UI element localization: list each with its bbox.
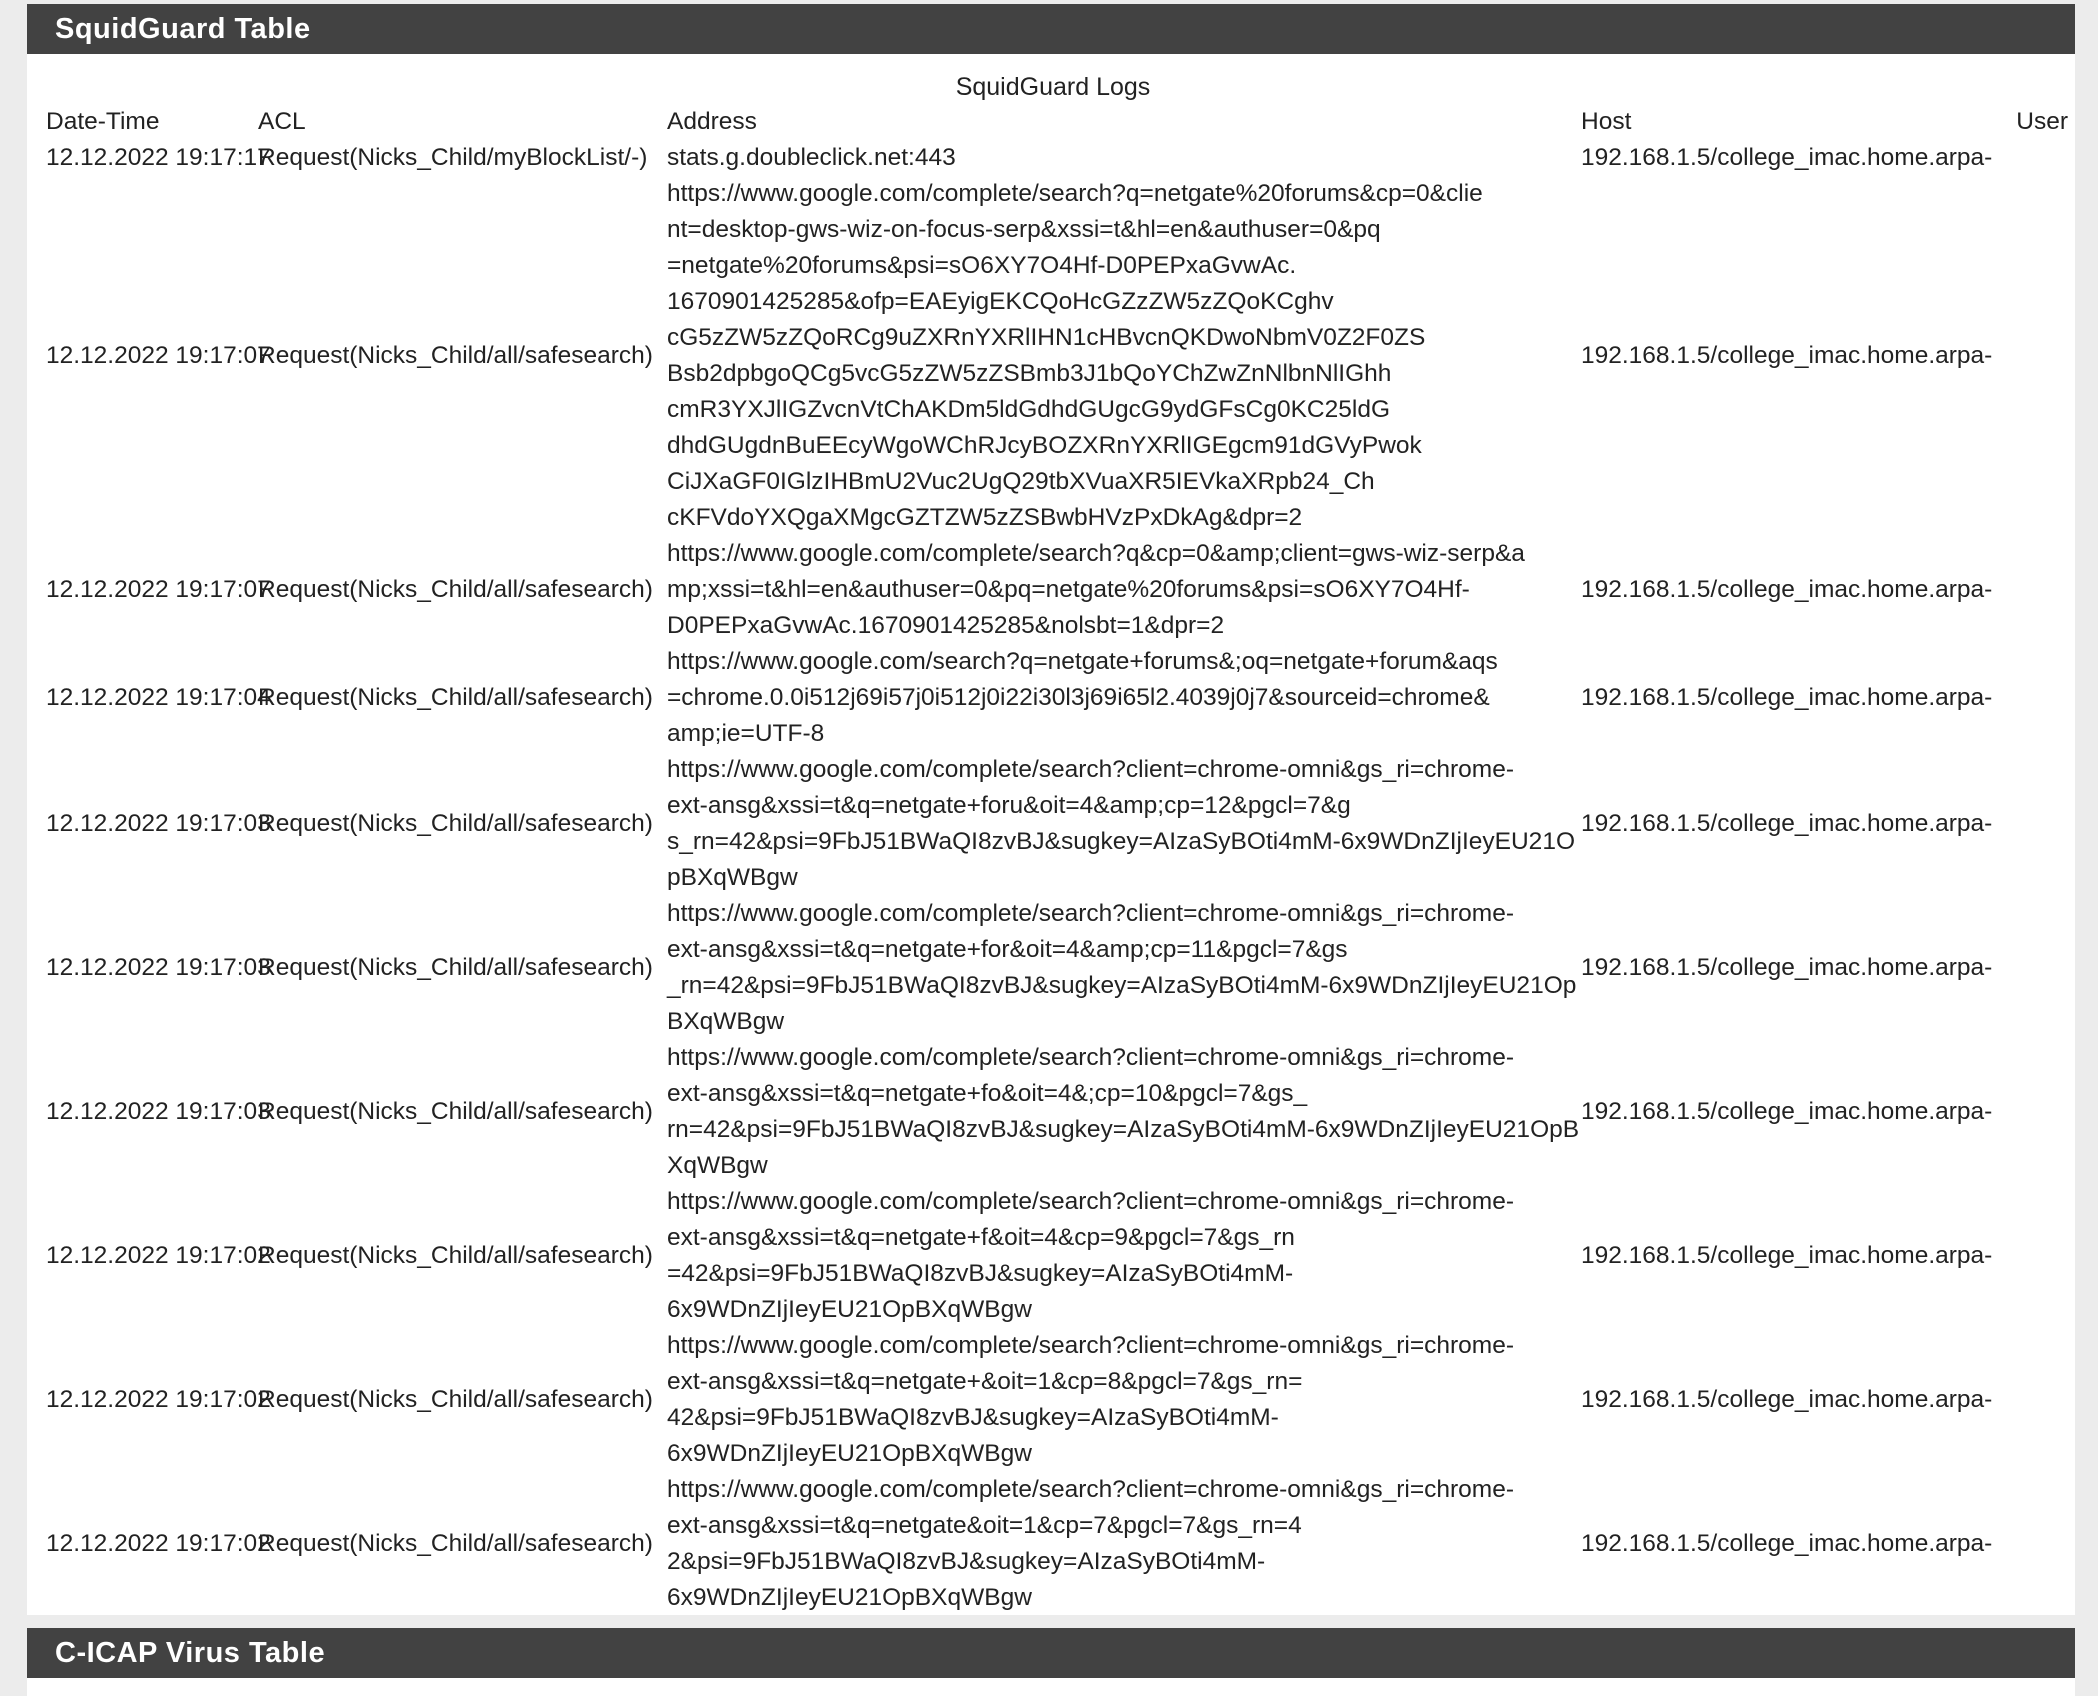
address-line: ext-ansg&xssi=t&q=netgate+fo&oit=4&;cp=10&pgcl=7&gs_ xyxy=(667,1080,1308,1107)
cell-address xyxy=(667,536,1581,644)
address-line: 1670901425285&ofp=EAEyigEKCQoHcGZzZW5zZQoKCghv xyxy=(667,288,1334,315)
cell-user xyxy=(2006,140,2075,176)
cell-user xyxy=(2006,1040,2075,1184)
cell-address xyxy=(667,140,1581,176)
cell-user xyxy=(2006,1472,2075,1616)
cicap-panel xyxy=(27,1628,2075,1696)
table-row xyxy=(27,1040,2075,1184)
cell-host: 192.168.1.5/college_imac.home.arpa- xyxy=(1581,1386,1993,1413)
cell-acl: Request(Nicks_Child/all/safesearch) xyxy=(258,810,653,837)
column-header-address: Address xyxy=(667,108,757,135)
cell-address xyxy=(667,752,1581,896)
cell-host: 192.168.1.5/college_imac.home.arpa- xyxy=(1581,684,1993,711)
cell-acl: Request(Nicks_Child/all/safesearch) xyxy=(258,684,653,711)
cell-user xyxy=(2006,644,2075,752)
address-line: https://www.google.com/complete/search?client=chrome-omni&gs_ri=chrome- xyxy=(667,1476,1514,1503)
address-line: ext-ansg&xssi=t&q=netgate+foru&oit=4&amp;cp=12&pgcl=7&g xyxy=(667,792,1351,819)
cell-host: 192.168.1.5/college_imac.home.arpa- xyxy=(1581,342,1993,369)
address-line: 6x9WDnZIjIeyEU21OpBXqWBgw xyxy=(667,1296,1032,1323)
table-row xyxy=(27,1328,2075,1472)
cell-user xyxy=(2006,752,2075,896)
cell-host: 192.168.1.5/college_imac.home.arpa- xyxy=(1581,954,1993,981)
address-line: BXqWBgw xyxy=(667,1008,785,1035)
address-line: ext-ansg&xssi=t&q=netgate+&oit=1&cp=8&pgcl=7&gs_rn= xyxy=(667,1368,1303,1395)
address-line: https://www.google.com/complete/search?q=netgate%20forums&cp=0&clie xyxy=(667,180,1483,207)
address-line: 2&psi=9FbJ51BWaQI8zvBJ&sugkey=AIzaSyBOti4mM- xyxy=(667,1548,1266,1575)
squidguard-logs-caption: SquidGuard Logs xyxy=(955,73,1151,101)
address-line: =chrome.0.0i512j69i57j0i512j0i22i30l3j69i65l2.4039j0j7&sourceid=chrome& xyxy=(667,684,1490,711)
cell-date-time: 12.12.2022 19:17:02 xyxy=(46,1242,271,1269)
address-line: https://www.google.com/complete/search?client=chrome-omni&gs_ri=chrome- xyxy=(667,1332,1514,1359)
cell-date-time: 12.12.2022 19:17:02 xyxy=(46,1530,271,1557)
address-line: _rn=42&psi=9FbJ51BWaQI8zvBJ&sugkey=AIzaSyBOti4mM-6x9WDnZIjIeyEU21Op xyxy=(667,972,1577,999)
cell-host: 192.168.1.5/college_imac.home.arpa- xyxy=(1581,1530,1993,1557)
column-header-user: User xyxy=(2016,108,2068,135)
cell-acl: Request(Nicks_Child/all/safesearch) xyxy=(258,954,653,981)
cell-address xyxy=(667,1184,1581,1328)
cell-user xyxy=(2006,1328,2075,1472)
table-row xyxy=(27,644,2075,752)
column-header-acl: ACL xyxy=(258,108,306,135)
cell-address xyxy=(667,176,1581,536)
cell-date-time: 12.12.2022 19:17:04 xyxy=(46,684,271,711)
address-line: https://www.google.com/complete/search?client=chrome-omni&gs_ri=chrome- xyxy=(667,900,1514,927)
cell-date-time: 12.12.2022 19:17:07 xyxy=(46,576,271,603)
cell-address xyxy=(667,896,1581,1040)
squidguard-panel xyxy=(27,4,2075,1615)
cell-acl: Request(Nicks_Child/all/safesearch) xyxy=(258,1386,653,1413)
cell-address xyxy=(667,1328,1581,1472)
cell-host: 192.168.1.5/college_imac.home.arpa- xyxy=(1581,1242,1993,1269)
address-line: cG5zZW5zZQoRCg9uZXRnYXRlIHN1cHBvcnQKDwoNbmV0Z2F0ZS xyxy=(667,324,1426,351)
address-line: 42&psi=9FbJ51BWaQI8zvBJ&sugkey=AIzaSyBOti4mM- xyxy=(667,1404,1279,1431)
cell-date-time: 12.12.2022 19:17:03 xyxy=(46,954,271,981)
address-line: Bsb2dpbgoQCg5vcG5zZW5zZSBmb3J1bQoYChZwZnNlbnNlIGhh xyxy=(667,360,1392,387)
table-row xyxy=(27,752,2075,896)
address-line: =netgate%20forums&psi=sO6XY7O4Hf-D0PEPxaGvwAc. xyxy=(667,252,1297,279)
address-line: cKFVdoYXQgaXMgcGZTZW5zZSBwbHVzPxDkAg&dpr=2 xyxy=(667,504,1303,531)
address-line: https://www.google.com/complete/search?q&cp=0&amp;client=gws-wiz-serp&a xyxy=(667,540,1525,567)
cell-date-time: 12.12.2022 19:17:03 xyxy=(46,810,271,837)
table-row xyxy=(27,896,2075,1040)
squidguard-panel-body xyxy=(27,70,2075,1616)
address-line: https://www.google.com/complete/search?client=chrome-omni&gs_ri=chrome- xyxy=(667,1044,1514,1071)
cell-user xyxy=(2006,176,2075,536)
cell-acl: Request(Nicks_Child/myBlockList/-) xyxy=(258,144,648,171)
address-line: mp;xssi=t&hl=en&authuser=0&pq=netgate%20forums&psi=sO6XY7O4Hf- xyxy=(667,576,1470,603)
cell-date-time: 12.12.2022 19:17:17 xyxy=(46,144,271,171)
address-line: ext-ansg&xssi=t&q=netgate+for&oit=4&amp;cp=11&pgcl=7&gs xyxy=(667,936,1348,963)
address-line: dhdGUgdnBuEEcyWgoWChRJcyBOZXRnYXRlIGEgcm91dGVyPwok xyxy=(667,432,1422,459)
cell-acl: Request(Nicks_Child/all/safesearch) xyxy=(258,576,653,603)
table-row xyxy=(27,176,2075,536)
column-header-date-time: Date-Time xyxy=(46,108,160,135)
cell-date-time: 12.12.2022 19:17:03 xyxy=(46,1098,271,1125)
cell-date-time: 12.12.2022 19:17:07 xyxy=(46,342,271,369)
table-row xyxy=(27,536,2075,644)
address-line: https://www.google.com/search?q=netgate+forums&;oq=netgate+forum&aqs xyxy=(667,648,1498,675)
squidguard-log-table xyxy=(27,104,2075,1616)
address-line: ext-ansg&xssi=t&q=netgate+f&oit=4&cp=9&pgcl=7&gs_rn xyxy=(667,1224,1295,1251)
address-line: 6x9WDnZIjIeyEU21OpBXqWBgw xyxy=(667,1584,1032,1611)
cell-address xyxy=(667,1040,1581,1184)
table-row xyxy=(27,1184,2075,1328)
address-line: https://www.google.com/complete/search?client=chrome-omni&gs_ri=chrome- xyxy=(667,1188,1514,1215)
address-line: 6x9WDnZIjIeyEU21OpBXqWBgw xyxy=(667,1440,1032,1467)
cell-acl: Request(Nicks_Child/all/safesearch) xyxy=(258,1242,653,1269)
address-line: CiJXaGF0IGlzIHBmU2Vuc2UgQ29tbXVuaXR5IEVkaXRpb24_Ch xyxy=(667,468,1375,495)
cell-address xyxy=(667,644,1581,752)
cell-user xyxy=(2006,1184,2075,1328)
address-line: cmR3YXJlIGZvcnVtChAKDm5ldGdhdGUgcG9ydGFsCg0KC25ldG xyxy=(667,396,1391,423)
cell-date-time: 12.12.2022 19:17:02 xyxy=(46,1386,271,1413)
address-line: stats.g.doubleclick.net:443 xyxy=(667,144,956,171)
cell-host: 192.168.1.5/college_imac.home.arpa- xyxy=(1581,576,1993,603)
cell-user xyxy=(2006,896,2075,1040)
cell-address xyxy=(667,1472,1581,1616)
address-line: D0PEPxaGvwAc.1670901425285&nolsbt=1&dpr=2 xyxy=(667,612,1225,639)
cell-acl: Request(Nicks_Child/all/safesearch) xyxy=(258,1530,653,1557)
cell-host: 192.168.1.5/college_imac.home.arpa- xyxy=(1581,1098,1993,1125)
address-line: s_rn=42&psi=9FbJ51BWaQI8zvBJ&sugkey=AIzaSyBOti4mM-6x9WDnZIjIeyEU21O xyxy=(667,828,1575,855)
address-line: XqWBgw xyxy=(667,1152,768,1179)
address-line: nt=desktop-gws-wiz-on-focus-serp&xssi=t&hl=en&authuser=0&pq xyxy=(667,216,1381,243)
table-row xyxy=(27,1472,2075,1616)
address-line: =42&psi=9FbJ51BWaQI8zvBJ&sugkey=AIzaSyBOti4mM- xyxy=(667,1260,1294,1287)
cicap-virus-table-heading: C-ICAP Virus Table xyxy=(27,1628,2075,1678)
table-row xyxy=(27,140,2075,176)
squidguard-table-heading: SquidGuard Table xyxy=(27,4,2075,54)
cell-acl: Request(Nicks_Child/all/safesearch) xyxy=(258,342,653,369)
column-header-host: Host xyxy=(1581,108,1632,135)
cell-host: 192.168.1.5/college_imac.home.arpa- xyxy=(1581,144,1993,171)
cell-host: 192.168.1.5/college_imac.home.arpa- xyxy=(1581,810,1993,837)
address-line: pBXqWBgw xyxy=(667,864,798,891)
address-line: rn=42&psi=9FbJ51BWaQI8zvBJ&sugkey=AIzaSyBOti4mM-6x9WDnZIjIeyEU21OpB xyxy=(667,1116,1580,1143)
address-line: ext-ansg&xssi=t&q=netgate&oit=1&cp=7&pgcl=7&gs_rn=4 xyxy=(667,1512,1302,1539)
cell-user xyxy=(2006,536,2075,644)
cell-acl: Request(Nicks_Child/all/safesearch) xyxy=(258,1098,653,1125)
address-line: amp;ie=UTF-8 xyxy=(667,720,825,747)
table-header-row xyxy=(27,104,2075,140)
address-line: https://www.google.com/complete/search?client=chrome-omni&gs_ri=chrome- xyxy=(667,756,1514,783)
log-table-body xyxy=(27,140,2075,1616)
